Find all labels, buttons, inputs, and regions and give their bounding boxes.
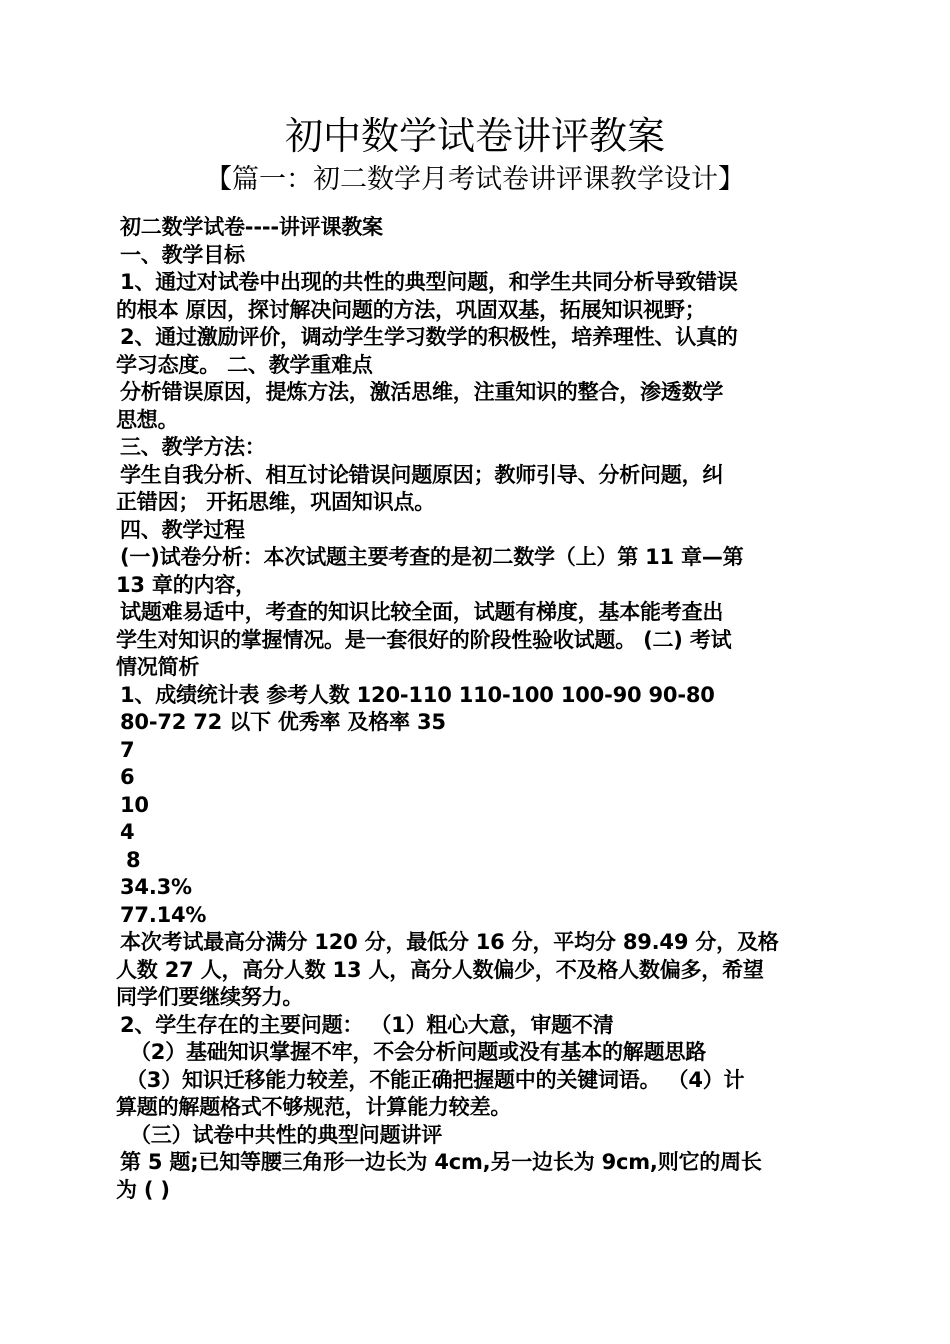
text-line: 人数 27 人，高分人数 13 人，高分人数偏少，不及格人数偏多，希望 bbox=[116, 957, 764, 982]
text-line: 4 bbox=[120, 820, 135, 844]
text-line: 77.14% bbox=[120, 902, 207, 927]
text-line: 三、教学方法： bbox=[120, 435, 266, 459]
text-line: 学生对知识的掌握情况。是一套很好的阶段性验收试题。 (二) 考试 bbox=[116, 627, 732, 652]
text-line: （三）试卷中共性的典型问题讲评 bbox=[130, 1122, 442, 1147]
text-line: 试题难易适中，考查的知识比较全面，试题有梯度，基本能考查出 bbox=[120, 600, 724, 624]
text-line: 1、通过对试卷中出现的共性的典型问题，和学生共同分析导致错误 bbox=[120, 270, 738, 294]
text-line: 1、成绩统计表 参考人数 120-110 110-100 100-90 90-80 bbox=[120, 682, 715, 707]
text-line: 6 bbox=[120, 765, 135, 789]
text-line: 10 bbox=[120, 792, 149, 817]
text-line: 初二数学试卷----讲评课教案 bbox=[120, 215, 383, 239]
document-subtitle: 【篇一：初二数学月考试卷讲评课教学设计】 bbox=[205, 164, 745, 195]
text-line: 13 章的内容， bbox=[116, 572, 256, 597]
text-line: 四、教学过程 bbox=[120, 517, 245, 542]
text-line: 2、通过激励评价，调动学生学习数学的积极性，培养理性、认真的 bbox=[120, 325, 738, 349]
text-line: 80-72 72 以下 优秀率 及格率 35 bbox=[120, 710, 446, 734]
text-line: 一、教学目标 bbox=[120, 242, 245, 267]
text-line: 学习态度。 二、教学重难点 bbox=[116, 352, 373, 377]
text-line: 学生自我分析、相互讨论错误问题原因；教师引导、分析问题，纠 bbox=[120, 462, 724, 487]
text-line: 2、学生存在的主要问题： （1）粗心大意，审题不清 bbox=[120, 1012, 614, 1037]
document-body bbox=[116, 214, 836, 1204]
document-title: 初中数学试卷讲评教案 bbox=[284, 114, 665, 158]
text-line: 算题的解题格式不够规范，计算能力较差。 bbox=[116, 1095, 512, 1119]
text-line: 34.3% bbox=[120, 875, 192, 899]
text-line: 本次考试最高分满分 120 分，最低分 16 分，平均分 89.49 分，及格 bbox=[120, 930, 779, 954]
text-line: 思想。 bbox=[116, 407, 179, 432]
text-line: 分析错误原因，提炼方法，激活思维，注重知识的整合，渗透数学 bbox=[120, 380, 724, 404]
text-line: 为 ( ) bbox=[116, 1177, 170, 1202]
text-line: （3）知识迁移能力较差，不能正确把握题中的关键词语。 （4）计 bbox=[126, 1067, 745, 1092]
text-line: （2）基础知识掌握不牢，不会分析问题或没有基本的解题思路 bbox=[130, 1040, 707, 1064]
text-line: 8 bbox=[126, 847, 141, 872]
text-line: 的根本 原因，探讨解决问题的方法，巩固双基，拓展知识视野； bbox=[116, 297, 706, 322]
text-line: 正错因； 开拓思维，巩固知识点。 bbox=[116, 490, 436, 514]
text-line: 7 bbox=[120, 737, 135, 762]
text-line: (一)试卷分析：本次试题主要考查的是初二数学（上）第 11 章—第 bbox=[120, 545, 744, 569]
text-line: 同学们要继续努力。 bbox=[116, 985, 304, 1009]
text-line: 第 5 题;已知等腰三角形一边长为 4cm,另一边长为 9cm,则它的周长 bbox=[120, 1150, 762, 1174]
text-line: 情况简析 bbox=[116, 655, 200, 679]
